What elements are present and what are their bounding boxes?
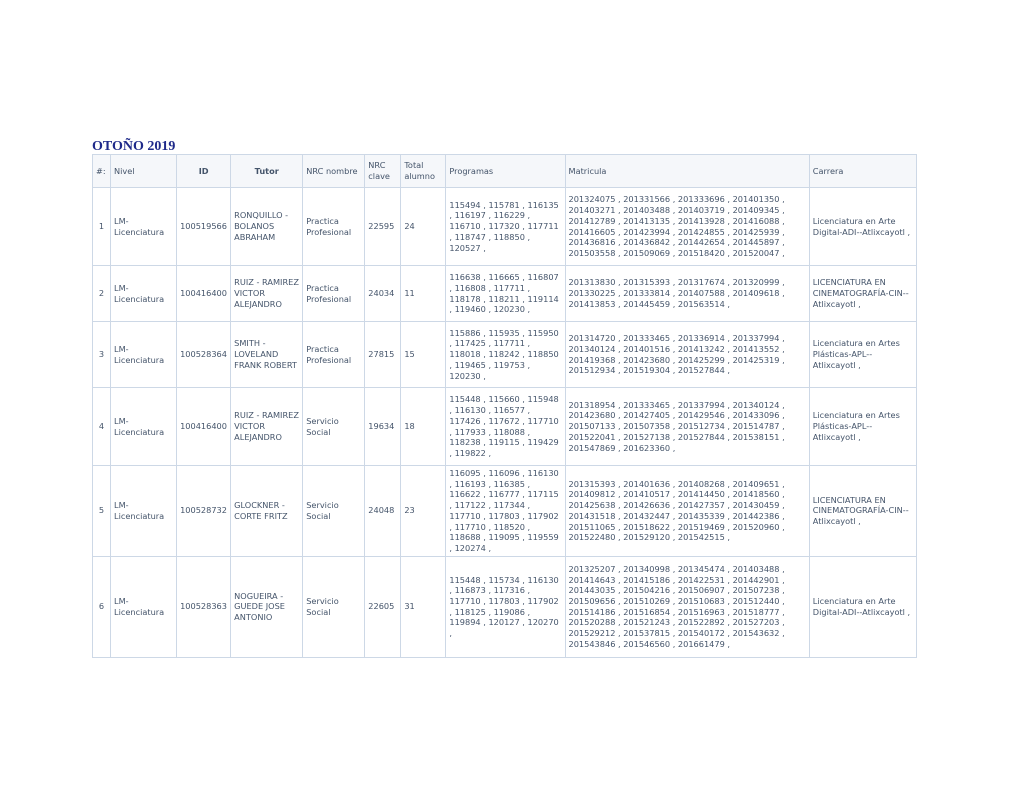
cell-nrc-clave: 27815	[365, 322, 401, 388]
cell-total-alumno: 11	[401, 266, 446, 322]
cell-tutor: GLOCKNER - CORTE FRITZ	[231, 466, 303, 557]
cell-matricula: 201324075 , 201331566 , 201333696 , 201401350 , 201403271 , 201403488 , 201403719 , 201409345 , 201412789 , 201413135 , 201413928 , 201416088 , 201416605 , 201423994 , 201424855 , 201425939 , 201436816 , 201436842 , 201442654 , 201445897 , 201503558 , 201509069 , 201518420 , 201520047 ,	[565, 188, 809, 266]
header-matricula: Matricula	[565, 155, 809, 188]
cell-matricula: 201313830 , 201315393 , 201317674 , 201320999 , 201330225 , 201333814 , 201407588 , 201409618 , 201413853 , 201445459 , 201563514 ,	[565, 266, 809, 322]
header-nivel: Nivel	[111, 155, 177, 188]
cell-total-alumno: 18	[401, 388, 446, 466]
cell-tutor: SMITH - LOVELAND FRANK ROBERT	[231, 322, 303, 388]
cell-nrc-clave: 24034	[365, 266, 401, 322]
cell-programas: 115494 , 115781 , 116135 , 116197 , 116229 , 116710 , 117320 , 117711 , 118747 , 118850 , 120527 ,	[446, 188, 565, 266]
cell-matricula: 201318954 , 201333465 , 201337994 , 201340124 , 201423680 , 201427405 , 201429546 , 201433096 , 201507133 , 201507358 , 201512734 , 201514787 , 201522041 , 201527138 , 201527844 , 201538151 , 201547869 , 201623360 ,	[565, 388, 809, 466]
header-id: ID	[177, 155, 231, 188]
cell-nivel: LM-Licenciatura	[111, 556, 177, 657]
cell-id: 100528732	[177, 466, 231, 557]
cell-carrera: Licenciatura en Arte Digital-ADI--Atlixcayotl ,	[809, 188, 916, 266]
table-row	[93, 322, 917, 388]
cell-carrera: LICENCIATURA EN CINEMATOGRAFÍA-CIN--Atlixcayotl ,	[809, 466, 916, 557]
cell-tutor: RONQUILLO - BOLANOS ABRAHAM	[231, 188, 303, 266]
cell-nrc-nombre: Servicio Social	[303, 388, 365, 466]
header-total-alumno: Total alumno	[401, 155, 446, 188]
cell-id: 100416400	[177, 388, 231, 466]
cell-num: 5	[93, 466, 111, 557]
cell-num: 3	[93, 322, 111, 388]
cell-carrera: Licenciatura en Arte Digital-ADI--Atlixcayotl ,	[809, 556, 916, 657]
cell-total-alumno: 15	[401, 322, 446, 388]
cell-nrc-clave: 24048	[365, 466, 401, 557]
cell-nrc-clave: 22595	[365, 188, 401, 266]
page-title: OTOÑO 2019	[92, 139, 176, 154]
table-row	[93, 266, 917, 322]
cell-programas: 116638 , 116665 , 116807 , 116808 , 117711 , 118178 , 118211 , 119114 , 119460 , 120230 ,	[446, 266, 565, 322]
cell-tutor: RUIZ - RAMIREZ VICTOR ALEJANDRO	[231, 266, 303, 322]
cell-programas: 115448 , 115660 , 115948 , 116130 , 116577 , 117426 , 117672 , 117710 , 117933 , 118088 , 118238 , 119115 , 119429 , 119822 ,	[446, 388, 565, 466]
cell-nrc-clave: 22605	[365, 556, 401, 657]
header-tutor: Tutor	[231, 155, 303, 188]
cell-nrc-nombre: Servicio Social	[303, 556, 365, 657]
cell-matricula: 201314720 , 201333465 , 201336914 , 201337994 , 201340124 , 201401516 , 201413242 , 201413552 , 201419368 , 201423680 , 201425299 , 201425319 , 201512934 , 201519304 , 201527844 ,	[565, 322, 809, 388]
cell-nivel: LM-Licenciatura	[111, 388, 177, 466]
cell-tutor: RUIZ - RAMIREZ VICTOR ALEJANDRO	[231, 388, 303, 466]
cell-id: 100528363	[177, 556, 231, 657]
cell-nrc-nombre: Practica Profesional	[303, 266, 365, 322]
header-programas: Programas	[446, 155, 565, 188]
cell-total-alumno: 23	[401, 466, 446, 557]
table-row	[93, 556, 917, 657]
cell-nrc-nombre: Practica Profesional	[303, 322, 365, 388]
cell-nrc-clave: 19634	[365, 388, 401, 466]
cell-id: 100528364	[177, 322, 231, 388]
header-nrc-nombre: NRC nombre	[303, 155, 365, 188]
cell-matricula: 201325207 , 201340998 , 201345474 , 201403488 , 201414643 , 201415186 , 201422531 , 201442901 , 201443035 , 201504216 , 201506907 , 201507238 , 201509656 , 201510269 , 201510683 , 201512440 , 201514186 , 201516854 , 201516963 , 201518777 , 201520288 , 201521243 , 201522892 , 201527203 , 201529212 , 201537815 , 201540172 , 201543632 , 201543846 , 201546560 , 201661479 ,	[565, 556, 809, 657]
cell-nivel: LM-Licenciatura	[111, 188, 177, 266]
cell-nrc-nombre: Practica Profesional	[303, 188, 365, 266]
cell-tutor: NOGUEIRA - GUEDE JOSE ANTONIO	[231, 556, 303, 657]
table-row	[93, 466, 917, 557]
cell-id: 100519566	[177, 188, 231, 266]
cell-carrera: Licenciatura en Artes Plásticas-APL--Atlixcayotl ,	[809, 322, 916, 388]
report-table	[92, 154, 917, 658]
header-num: #:	[93, 155, 111, 188]
header-row	[93, 155, 917, 188]
header-carrera: Carrera	[809, 155, 916, 188]
cell-total-alumno: 24	[401, 188, 446, 266]
cell-num: 2	[93, 266, 111, 322]
cell-num: 1	[93, 188, 111, 266]
cell-nrc-nombre: Servicio Social	[303, 466, 365, 557]
cell-matricula: 201315393 , 201401636 , 201408268 , 201409651 , 201409812 , 201410517 , 201414450 , 201418560 , 201425638 , 201426636 , 201427357 , 201430459 , 201431518 , 201432447 , 201435339 , 201442386 , 201511065 , 201518622 , 201519469 , 201520960 , 201522480 , 201529120 , 201542515 ,	[565, 466, 809, 557]
cell-nivel: LM-Licenciatura	[111, 466, 177, 557]
table-row	[93, 188, 917, 266]
cell-nivel: LM-Licenciatura	[111, 266, 177, 322]
cell-num: 4	[93, 388, 111, 466]
cell-total-alumno: 31	[401, 556, 446, 657]
cell-carrera: Licenciatura en Artes Plásticas-APL--Atlixcayotl ,	[809, 388, 916, 466]
cell-carrera: LICENCIATURA EN CINEMATOGRAFÍA-CIN--Atlixcayotl ,	[809, 266, 916, 322]
header-nrc-clave: NRC clave	[365, 155, 401, 188]
cell-programas: 115448 , 115734 , 116130 , 116873 , 117316 , 117710 , 117803 , 117902 , 118125 , 119086 , 119894 , 120127 , 120270 ,	[446, 556, 565, 657]
cell-programas: 116095 , 116096 , 116130 , 116193 , 116385 , 116622 , 116777 , 117115 , 117122 , 117344 , 117710 , 117803 , 117902 , 117710 , 118520 , 118688 , 119095 , 119559 , 120274 ,	[446, 466, 565, 557]
cell-num: 6	[93, 556, 111, 657]
cell-nivel: LM-Licenciatura	[111, 322, 177, 388]
table-row	[93, 388, 917, 466]
cell-programas: 115886 , 115935 , 115950 , 117425 , 117711 , 118018 , 118242 , 118850 , 119465 , 119753 , 120230 ,	[446, 322, 565, 388]
cell-id: 100416400	[177, 266, 231, 322]
